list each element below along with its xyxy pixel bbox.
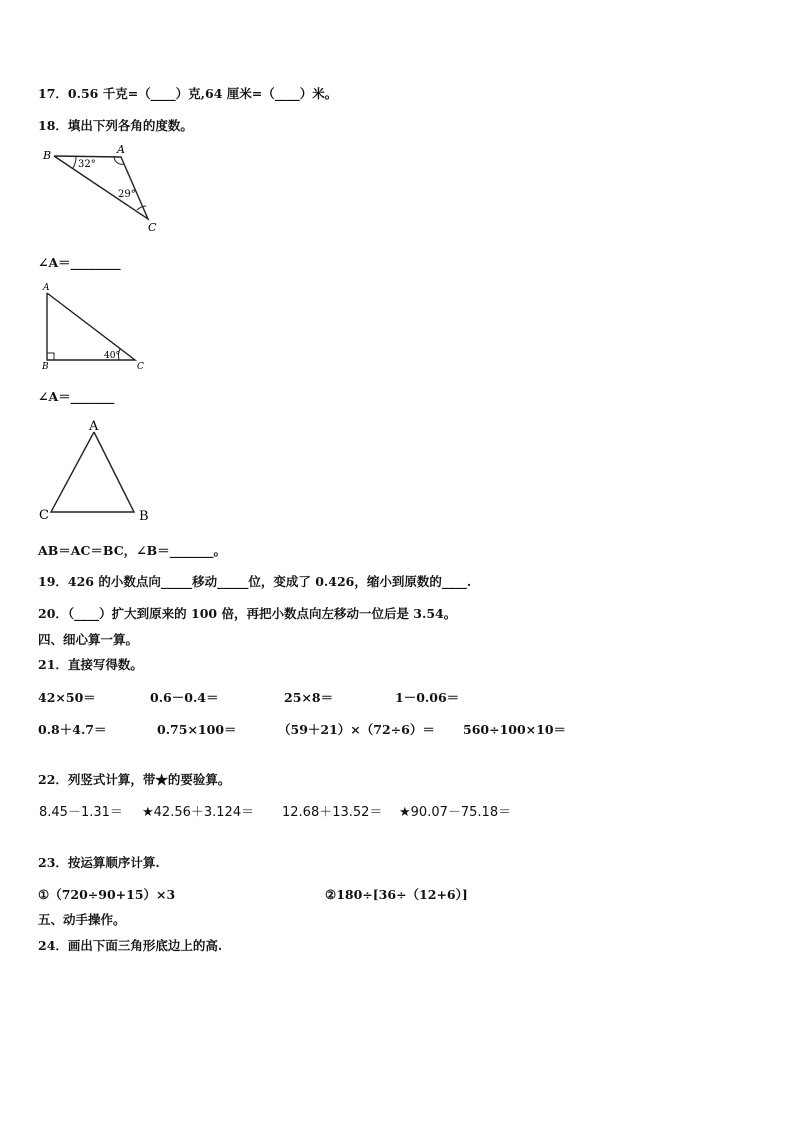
- question-22: 22．列竖式计算，带★的要验算。: [38, 772, 231, 787]
- q23-item-2: ②180÷[36÷（12+6）]: [325, 887, 468, 902]
- question-19: 19．426 的小数点向_____移动_____位，变成了 0.426，缩小到原数的____.: [38, 574, 472, 589]
- fig3-vertex-a: A: [89, 419, 99, 434]
- fig2-answer: ∠A＝_______: [38, 389, 115, 404]
- question-23: 23．按运算顺序计算.: [38, 855, 160, 870]
- section-5-heading: 五、动手操作。: [38, 912, 126, 927]
- q21-r2-c4: 560÷100×10＝: [463, 722, 567, 737]
- section-4-heading: 四、细心算一算。: [38, 632, 139, 647]
- q21-r1-c2: 0.6－0.4＝: [150, 690, 219, 705]
- question-21: 21．直接写得数。: [38, 657, 143, 672]
- fig1-vertex-c: C: [148, 221, 157, 234]
- fig1-vertex-b: B: [43, 149, 52, 162]
- fig2-vertex-b: B: [42, 362, 49, 372]
- fig3-vertex-b: B: [139, 509, 149, 524]
- q22-item-2: ★42.56＋3.124＝: [142, 805, 255, 820]
- q22-item-3: 12.68＋13.52＝: [282, 805, 383, 820]
- fig1-answer: ∠A＝________: [38, 255, 121, 270]
- q21-r2-c3: （59＋21）×（72÷6）＝: [278, 722, 435, 737]
- question-17: 17．0.56 千克=（____）克,64 厘米=（____）米。: [38, 86, 338, 101]
- fig2-angle-c: 40°: [104, 351, 120, 361]
- fig1-angle-b: 32°: [78, 159, 96, 170]
- q21-r1-c1: 42×50＝: [38, 690, 96, 705]
- q21-r1-c3: 25×8＝: [284, 690, 334, 705]
- question-18: 18．填出下列各角的度数。: [38, 118, 193, 133]
- fig2-vertex-a: A: [43, 283, 50, 293]
- q21-r2-c2: 0.75×100＝: [157, 722, 237, 737]
- fig3-vertex-c: C: [39, 508, 49, 523]
- fig1-vertex-a: A: [117, 143, 125, 156]
- q21-r2-c1: 0.8＋4.7＝: [38, 722, 107, 737]
- fig2-vertex-c: C: [137, 362, 144, 372]
- fig3-answer: AB＝AC＝BC，∠B＝_______。: [38, 543, 226, 558]
- q22-item-1: 8.45－1.31＝: [39, 805, 123, 820]
- q23-item-1: ①（720÷90+15）×3: [38, 887, 176, 902]
- question-24: 24．画出下面三角形底边上的高.: [38, 938, 223, 953]
- q22-item-4: ★90.07－75.18＝: [399, 805, 512, 820]
- fig1-angle-c: 29°: [118, 189, 136, 200]
- q21-r1-c4: 1－0.06＝: [395, 690, 460, 705]
- question-20: 20．（____）扩大到原来的 100 倍，再把小数点向左移动一位后是 3.54。: [38, 606, 457, 621]
